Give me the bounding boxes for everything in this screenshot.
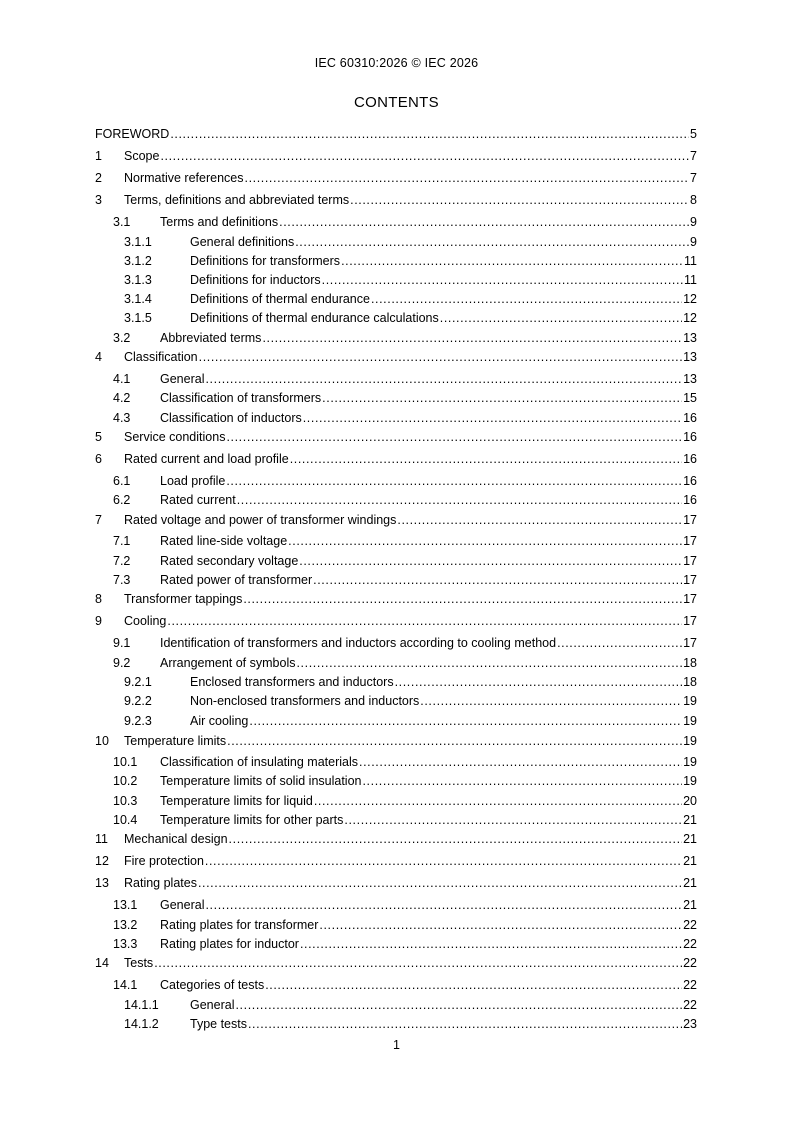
toc-page: 19 bbox=[683, 734, 697, 748]
toc-title: Enclosed transformers and inductors bbox=[190, 675, 394, 689]
toc-page: 11 bbox=[684, 254, 697, 268]
toc-page: 11 bbox=[684, 273, 697, 287]
toc-page: 19 bbox=[683, 755, 697, 769]
dot-leader bbox=[245, 170, 690, 186]
toc-title: FOREWORD bbox=[95, 127, 170, 141]
toc-title: Categories of tests bbox=[160, 978, 265, 992]
dot-leader bbox=[322, 390, 682, 406]
toc-title: General bbox=[160, 898, 205, 912]
toc-page: 20 bbox=[683, 794, 697, 808]
toc-page: 22 bbox=[683, 918, 697, 932]
toc-page: 21 bbox=[683, 854, 697, 868]
toc-title: Type tests bbox=[190, 1017, 247, 1031]
dot-leader bbox=[362, 773, 682, 789]
toc-number: 7.3 bbox=[113, 573, 131, 587]
toc-title: Rated current and load profile bbox=[124, 452, 289, 466]
dot-leader bbox=[226, 429, 682, 445]
toc-title: Classification bbox=[124, 350, 198, 364]
toc-entry[interactable] bbox=[95, 429, 697, 445]
toc-page: 5 bbox=[690, 127, 697, 141]
toc-title: Rating plates for transformer bbox=[160, 918, 319, 932]
toc-entry[interactable] bbox=[124, 693, 697, 709]
toc-title: Temperature limits of solid insulation bbox=[160, 774, 362, 788]
toc-entry-foreword[interactable] bbox=[95, 126, 697, 142]
toc-entry[interactable] bbox=[113, 533, 697, 549]
toc-entry[interactable] bbox=[124, 272, 697, 288]
dot-leader bbox=[243, 591, 682, 607]
toc-page: 15 bbox=[683, 391, 697, 405]
dot-leader bbox=[322, 272, 683, 288]
toc-number: 6.1 bbox=[113, 474, 131, 488]
dot-leader bbox=[290, 451, 682, 467]
toc-entry[interactable] bbox=[113, 635, 697, 651]
toc-title: General bbox=[160, 372, 205, 386]
toc-page: 21 bbox=[683, 876, 697, 890]
dot-leader bbox=[205, 371, 682, 387]
dot-leader bbox=[295, 234, 689, 250]
toc-title: Definitions of thermal endurance bbox=[190, 292, 370, 306]
toc-title: Non-enclosed transformers and inductors bbox=[190, 694, 420, 708]
toc-entry[interactable] bbox=[124, 291, 697, 307]
toc-number: 14.1.2 bbox=[124, 1017, 159, 1031]
toc-page: 22 bbox=[683, 956, 697, 970]
toc-number: 13.1 bbox=[113, 898, 138, 912]
toc-title: Identification of transformers and inductors according to cooling method bbox=[160, 636, 557, 650]
toc-title: General definitions bbox=[190, 235, 295, 249]
toc-entry[interactable] bbox=[113, 371, 697, 387]
toc-page: 17 bbox=[683, 534, 697, 548]
toc-number: 4 bbox=[95, 350, 102, 364]
toc-title: Rated secondary voltage bbox=[160, 554, 299, 568]
toc-page: 22 bbox=[683, 978, 697, 992]
dot-leader bbox=[341, 253, 683, 269]
toc-title: Tests bbox=[124, 956, 154, 970]
toc-page: 18 bbox=[683, 656, 697, 670]
toc-title: Mechanical design bbox=[124, 832, 228, 846]
toc-entry[interactable] bbox=[95, 853, 697, 869]
dot-leader bbox=[319, 917, 682, 933]
dot-leader bbox=[350, 192, 689, 208]
toc-page: 19 bbox=[683, 774, 697, 788]
toc-number: 14.1.1 bbox=[124, 998, 159, 1012]
dot-leader bbox=[300, 936, 682, 952]
dot-leader bbox=[395, 674, 683, 690]
toc-number: 3.2 bbox=[113, 331, 131, 345]
dot-leader bbox=[303, 410, 682, 426]
toc-page: 17 bbox=[683, 636, 697, 650]
toc-entry[interactable] bbox=[95, 955, 697, 971]
toc-number: 3.1.5 bbox=[124, 311, 152, 325]
toc-page: 16 bbox=[683, 452, 697, 466]
toc-entry[interactable] bbox=[95, 170, 697, 186]
toc-number: 4.3 bbox=[113, 411, 131, 425]
toc-number: 3.1.3 bbox=[124, 273, 152, 287]
toc-title: Abbreviated terms bbox=[160, 331, 262, 345]
dot-leader bbox=[248, 1016, 682, 1032]
toc-title: Fire protection bbox=[124, 854, 204, 868]
toc-number: 4.1 bbox=[113, 372, 131, 386]
toc-title: General bbox=[190, 998, 235, 1012]
dot-leader bbox=[249, 713, 682, 729]
dot-leader bbox=[371, 291, 682, 307]
toc-entry[interactable] bbox=[124, 1016, 697, 1032]
dot-leader bbox=[265, 977, 682, 993]
toc-title: Scope bbox=[124, 149, 160, 163]
toc-entry[interactable] bbox=[113, 572, 697, 588]
dot-leader bbox=[170, 126, 689, 142]
toc-page: 16 bbox=[683, 493, 697, 507]
toc-page: 21 bbox=[683, 832, 697, 846]
toc-page: 22 bbox=[683, 998, 697, 1012]
toc-page: 7 bbox=[690, 171, 697, 185]
dot-leader bbox=[205, 897, 682, 913]
toc-entry[interactable] bbox=[113, 897, 697, 913]
dot-leader bbox=[198, 875, 682, 891]
toc-page: 21 bbox=[683, 898, 697, 912]
toc-entry[interactable] bbox=[124, 310, 697, 326]
toc-entry[interactable] bbox=[113, 936, 697, 952]
toc-page: 17 bbox=[683, 554, 697, 568]
toc-page: 12 bbox=[683, 292, 697, 306]
toc-page: 17 bbox=[683, 592, 697, 606]
toc-page: 12 bbox=[683, 311, 697, 325]
dot-leader bbox=[420, 693, 682, 709]
toc-number: 6 bbox=[95, 452, 102, 466]
toc-entry[interactable] bbox=[95, 591, 697, 607]
toc-entry[interactable] bbox=[113, 330, 697, 346]
toc-page: 8 bbox=[690, 193, 697, 207]
toc-entry[interactable] bbox=[113, 410, 697, 426]
toc-entry[interactable] bbox=[95, 192, 697, 208]
toc-title: Rating plates for inductor bbox=[160, 937, 299, 951]
toc-page: 19 bbox=[683, 694, 697, 708]
toc-number: 1 bbox=[95, 149, 102, 163]
toc-page: 7 bbox=[690, 149, 697, 163]
dot-leader bbox=[237, 492, 682, 508]
dot-leader bbox=[205, 853, 682, 869]
toc-title: Air cooling bbox=[190, 714, 249, 728]
dot-leader bbox=[279, 214, 689, 230]
toc-entry[interactable] bbox=[113, 473, 697, 489]
toc-title: Rating plates bbox=[124, 876, 197, 890]
toc-page: 16 bbox=[683, 474, 697, 488]
toc-number: 3.1 bbox=[113, 215, 131, 229]
toc-entry[interactable] bbox=[113, 214, 697, 230]
dot-leader bbox=[160, 148, 689, 164]
dot-leader bbox=[397, 512, 682, 528]
dot-leader bbox=[227, 733, 682, 749]
dot-leader bbox=[235, 997, 682, 1013]
toc-entry[interactable] bbox=[95, 512, 697, 528]
toc-entry[interactable] bbox=[113, 773, 697, 789]
toc-title: Transformer tappings bbox=[124, 592, 243, 606]
toc-number: 12 bbox=[95, 854, 109, 868]
toc-entry[interactable] bbox=[95, 733, 697, 749]
toc-entry[interactable] bbox=[113, 793, 697, 809]
toc-number: 6.2 bbox=[113, 493, 131, 507]
toc-number: 9.2.2 bbox=[124, 694, 152, 708]
toc-title: Definitions for inductors bbox=[190, 273, 321, 287]
toc-entry[interactable] bbox=[95, 349, 697, 365]
toc-number: 10.4 bbox=[113, 813, 138, 827]
toc-number: 3 bbox=[95, 193, 102, 207]
toc-title: Temperature limits bbox=[124, 734, 227, 748]
toc-page: 17 bbox=[683, 513, 697, 527]
dot-leader bbox=[440, 310, 682, 326]
contents-title: CONTENTS bbox=[354, 94, 439, 111]
toc-page: 22 bbox=[683, 937, 697, 951]
dot-leader bbox=[296, 655, 682, 671]
toc-title: Classification of inductors bbox=[160, 411, 302, 425]
toc-page: 13 bbox=[683, 350, 697, 364]
toc-number: 10 bbox=[95, 734, 109, 748]
toc-title: Temperature limits for liquid bbox=[160, 794, 313, 808]
toc-number: 9.2 bbox=[113, 656, 131, 670]
dot-leader bbox=[262, 330, 682, 346]
toc-title: Terms and definitions bbox=[160, 215, 279, 229]
toc-number: 3.1.2 bbox=[124, 254, 152, 268]
toc-page: 13 bbox=[683, 331, 697, 345]
toc-page: 16 bbox=[683, 411, 697, 425]
dot-leader bbox=[167, 613, 682, 629]
toc-entry[interactable] bbox=[113, 977, 697, 993]
toc-entry[interactable] bbox=[113, 917, 697, 933]
toc-number: 10.2 bbox=[113, 774, 138, 788]
toc-page: 9 bbox=[690, 215, 697, 229]
dot-leader bbox=[557, 635, 682, 651]
toc-entry[interactable] bbox=[113, 553, 697, 569]
toc-entry[interactable] bbox=[124, 253, 697, 269]
toc-entry[interactable] bbox=[95, 148, 697, 164]
toc-title: Temperature limits for other parts bbox=[160, 813, 344, 827]
toc-number: 3.1.1 bbox=[124, 235, 152, 249]
dot-leader bbox=[299, 553, 682, 569]
toc-number: 13.3 bbox=[113, 937, 138, 951]
toc-number: 3.1.4 bbox=[124, 292, 152, 306]
toc-number: 13.2 bbox=[113, 918, 138, 932]
toc-number: 10.1 bbox=[113, 755, 138, 769]
toc-entry[interactable] bbox=[113, 812, 697, 828]
toc-number: 9.1 bbox=[113, 636, 131, 650]
toc-title: Rated line-side voltage bbox=[160, 534, 288, 548]
toc-page: 23 bbox=[683, 1017, 697, 1031]
toc-page: 9 bbox=[690, 235, 697, 249]
page-number: 1 bbox=[393, 1038, 400, 1052]
toc-entry[interactable] bbox=[95, 831, 697, 847]
toc-title: Arrangement of symbols bbox=[160, 656, 296, 670]
toc-number: 9 bbox=[95, 614, 102, 628]
toc-title: Service conditions bbox=[124, 430, 226, 444]
dot-leader bbox=[344, 812, 682, 828]
dot-leader bbox=[359, 754, 682, 770]
toc-title: Normative references bbox=[124, 171, 244, 185]
toc-page: 17 bbox=[683, 614, 697, 628]
toc-number: 13 bbox=[95, 876, 109, 890]
toc-entry[interactable] bbox=[124, 997, 697, 1013]
toc-title: Classification of insulating materials bbox=[160, 755, 359, 769]
toc-entry[interactable] bbox=[113, 754, 697, 770]
toc-title: Definitions of thermal endurance calculations bbox=[190, 311, 439, 325]
toc-title: Rated voltage and power of transformer windings bbox=[124, 513, 397, 527]
dot-leader bbox=[314, 793, 682, 809]
toc-title: Classification of transformers bbox=[160, 391, 322, 405]
toc-number: 9.2.1 bbox=[124, 675, 152, 689]
toc-number: 14 bbox=[95, 956, 109, 970]
dot-leader bbox=[199, 349, 682, 365]
toc-number: 7 bbox=[95, 513, 102, 527]
dot-leader bbox=[226, 473, 682, 489]
toc-number: 11 bbox=[95, 832, 108, 846]
toc-page: 21 bbox=[683, 813, 697, 827]
dot-leader bbox=[288, 533, 682, 549]
toc-page: 18 bbox=[683, 675, 697, 689]
toc-page: 19 bbox=[683, 714, 697, 728]
toc-number: 8 bbox=[95, 592, 102, 606]
toc-number: 9.2.3 bbox=[124, 714, 152, 728]
toc-number: 10.3 bbox=[113, 794, 138, 808]
toc-number: 14.1 bbox=[113, 978, 138, 992]
toc-title: Load profile bbox=[160, 474, 226, 488]
toc-entry[interactable] bbox=[113, 655, 697, 671]
toc-page: 16 bbox=[683, 430, 697, 444]
toc-entry[interactable] bbox=[124, 713, 697, 729]
toc-page: 13 bbox=[683, 372, 697, 386]
toc-title: Rated current bbox=[160, 493, 236, 507]
toc-page: 17 bbox=[683, 573, 697, 587]
toc-entry[interactable] bbox=[113, 390, 697, 406]
toc-title: Terms, definitions and abbreviated terms bbox=[124, 193, 350, 207]
toc-entry[interactable] bbox=[124, 234, 697, 250]
toc-title: Cooling bbox=[124, 614, 167, 628]
toc-entry[interactable] bbox=[124, 674, 697, 690]
dot-leader bbox=[313, 572, 682, 588]
toc-title: Definitions for transformers bbox=[190, 254, 341, 268]
dot-leader bbox=[154, 955, 682, 971]
document-header: IEC 60310:2026 © IEC 2026 bbox=[314, 56, 479, 70]
toc-entry[interactable] bbox=[95, 613, 697, 629]
dot-leader bbox=[229, 831, 683, 847]
toc-entry[interactable] bbox=[95, 451, 697, 467]
toc-entry[interactable] bbox=[95, 875, 697, 891]
toc-title: Rated power of transformer bbox=[160, 573, 313, 587]
toc-number: 7.1 bbox=[113, 534, 131, 548]
toc-number: 2 bbox=[95, 171, 102, 185]
toc-number: 7.2 bbox=[113, 554, 131, 568]
toc-number: 4.2 bbox=[113, 391, 131, 405]
toc-entry[interactable] bbox=[113, 492, 697, 508]
toc-number: 5 bbox=[95, 430, 102, 444]
